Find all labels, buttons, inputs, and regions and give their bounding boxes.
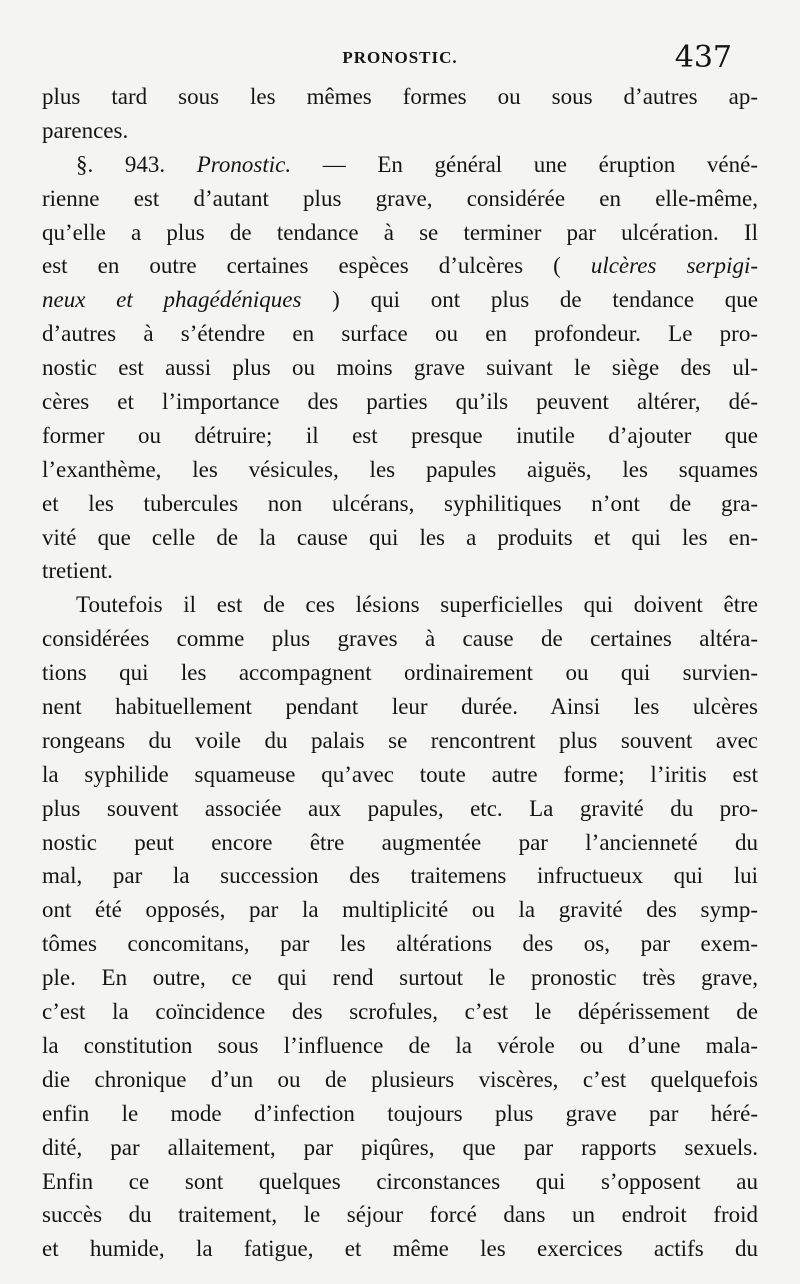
text-line: et humide, la fatigue, et même les exercices actifs du xyxy=(42,1236,758,1262)
text-line: d’autres à s’étendre en surface ou en profondeur. Le pro- xyxy=(42,321,758,347)
text-line: ont été opposés, par la multiplicité ou la gravité des symp- xyxy=(42,897,758,923)
text-line: plus souvent associée aux papules, etc. La gravité du pro- xyxy=(42,795,758,821)
text-line: considérées comme plus graves à cause de certaines altéra- xyxy=(42,626,758,652)
italic-text: Pronostic. xyxy=(196,151,292,177)
text-line: tions qui les accompagnent ordinairement ou qui survien- xyxy=(42,660,758,686)
text-line: c’est la coïncidence des scrofules, c’est le dépérissement de xyxy=(42,999,758,1025)
text-line: la syphilide squameuse qu’avec toute autre forme; l’iritis est xyxy=(42,761,758,787)
text-line: enfin le mode d’infection toujours plus grave par héré- xyxy=(42,1100,758,1126)
text-line: Enfin ce sont quelques circonstances qui s’opposent au xyxy=(42,1168,758,1194)
text-line: dité, par allaitement, par piqûres, que par rapports sexuels. xyxy=(42,1134,758,1160)
text-line: rienne est d’autant plus grave, considérée en elle-même, xyxy=(42,185,758,211)
text-line: tômes concomitans, par les altérations des os, par exem- xyxy=(42,931,758,957)
text-line: ple. En outre, ce qui rend surtout le pronostic très grave, xyxy=(42,965,758,991)
text-line: nent habituellement pendant leur durée. Ainsi les ulcères xyxy=(42,694,758,720)
page-number: 437 xyxy=(674,40,732,75)
text-line xyxy=(42,283,758,317)
text-run: ) qui ont plus de tendance que xyxy=(301,287,758,313)
text-line: la constitution sous l’influence de la vérole ou d’une mala- xyxy=(42,1032,758,1058)
text-line: rongeans du voile du palais se rencontrent plus souvent avec xyxy=(42,727,758,753)
text-line: qu’elle a plus de tendance à se terminer par ulcération. Il xyxy=(42,219,758,245)
text-run: est en outre certaines espèces d’ulcères ( xyxy=(42,253,591,279)
text-line: l’exanthème, les vésicules, les papules aiguës, les squames xyxy=(42,456,758,482)
running-head xyxy=(0,40,800,80)
text-line: nostic est aussi plus ou moins grave suivant le siège des ul- xyxy=(42,355,758,381)
italic-text: neux et phagédéniques xyxy=(42,287,302,313)
text-run: — En général une éruption véné- xyxy=(291,151,758,177)
text-line: plus tard sous les mêmes formes ou sous d’autres ap- xyxy=(42,84,758,109)
text-line: succès du traitement, le séjour forcé dans un endroit froid xyxy=(42,1202,758,1228)
running-title: PRONOSTIC. xyxy=(342,48,458,67)
text-line: die chronique d’un ou de plusieurs viscères, c’est quelquefois xyxy=(42,1066,758,1092)
text-line: vité que celle de la cause qui les a produits et qui les en- xyxy=(42,524,758,550)
text-line: tretient. xyxy=(42,558,113,584)
text-line: et les tubercules non ulcérans, syphilitiques n’ont de gra- xyxy=(42,490,758,516)
text-run: §. 943. xyxy=(76,151,197,177)
text-line: parences. xyxy=(42,117,129,143)
body-text xyxy=(42,80,758,1266)
text-line: cères et l’importance des parties qu’ils peuvent altérer, dé- xyxy=(42,389,758,415)
text-line xyxy=(42,249,758,283)
italic-text: ulcères serpigi- xyxy=(590,253,758,279)
text-line: Toutefois il est de ces lésions superficielles qui doivent être xyxy=(76,592,758,618)
text-line: mal, par la succession des traitemens infructueux qui lui xyxy=(42,863,758,889)
text-line: former ou détruire; il est presque inutile d’ajouter que xyxy=(42,422,758,448)
text-line xyxy=(42,148,758,182)
text-line: nostic peut encore être augmentée par l’ancienneté du xyxy=(42,829,758,855)
